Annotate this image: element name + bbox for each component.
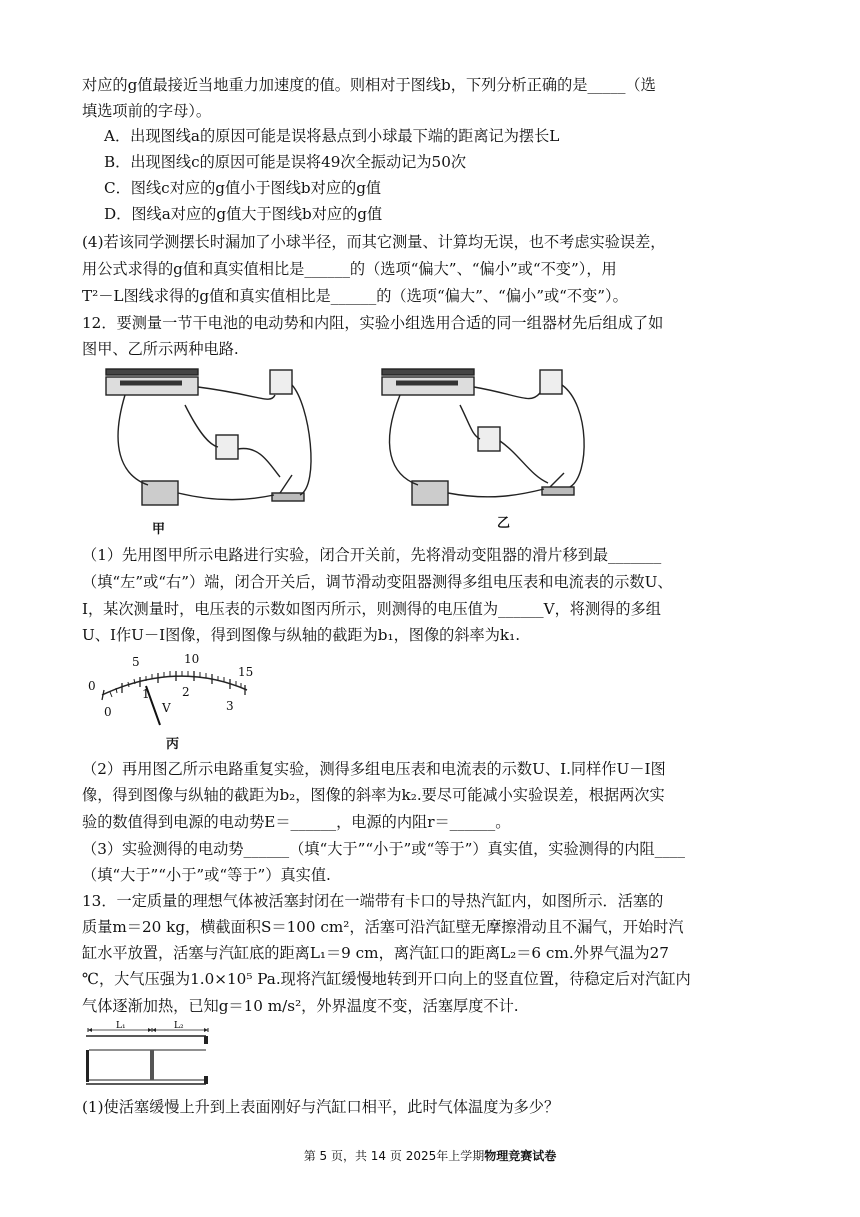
text-line: 缸水平放置，活塞与汽缸底的距离L₁＝9 cm，离汽缸口的距离L₂＝6 cm.外界气温为27 xyxy=(82,944,669,962)
upper-tick-5: 5 xyxy=(132,655,140,669)
page-footer xyxy=(0,1147,860,1164)
text-line: 用公式求得的g值和真实值相比是______的（选项“偏大”、“偏小”或“不变”），用 xyxy=(82,260,617,278)
figure-caption-yi: 乙 xyxy=(497,516,511,531)
lower-tick-3: 3 xyxy=(226,699,234,713)
text-line: 对应的g值最接近当地重力加速度的值。则相对于图线b，下列分析正确的是_____（选 xyxy=(82,76,656,94)
text-line: 气体逐渐加热，已知g＝10 m/s²，外界温度不变，活塞厚度不计. xyxy=(82,997,519,1015)
question-12: 12．要测量一节干电池的电动势和内阻，实验小组选用合适的同一组器材先后组成了如 xyxy=(82,314,664,332)
label-L1: L₁ xyxy=(116,1021,126,1031)
figure-caption-jia: 甲 xyxy=(152,522,166,537)
text-line: （填“左”或“右”）端，闭合开关后，调节滑动变阻器测得多组电压表和电流表的示数U、 xyxy=(82,573,673,591)
text-line: ℃，大气压强为1.0×10⁵ Pa.现将汽缸缓慢地转到开口向上的竖直位置，待稳定后对汽缸内 xyxy=(82,970,691,988)
text-line: I，某次测量时，电压表的示数如图丙所示，则测得的电压值为______V，将测得的多组 xyxy=(82,600,661,618)
option-d: D．图线a对应的g值大于图线b对应的g值 xyxy=(104,205,383,223)
lower-tick-1: 1 xyxy=(142,687,150,701)
text-line: 图甲、乙所示两种电路. xyxy=(82,340,239,358)
text-line: (4)若该同学测摆长时漏加了小球半径，而其它测量、计算均无误，也不考虑实验误差， xyxy=(82,233,666,251)
figure-caption-bing: 丙 xyxy=(166,737,180,752)
option-b: B．出现图线c的原因可能是误将49次全振动记为50次 xyxy=(104,153,467,171)
text-line: （1）先用图甲所示电路进行实验，闭合开关前，先将滑动变阻器的滑片移到最_______ xyxy=(82,546,662,564)
upper-tick-15: 15 xyxy=(238,665,254,679)
text-line: 填选项前的字母）。 xyxy=(82,102,212,120)
question-13: 13．一定质量的理想气体被活塞封闭在一端带有卡口的导热汽缸内，如图所示．活塞的 xyxy=(82,892,664,910)
footer-page: 第 5 页，共 14 页 2025年上学期 xyxy=(303,1149,485,1163)
upper-tick-0: 0 xyxy=(88,679,96,693)
text-line: （2）再用图乙所示电路重复实验，测得多组电压表和电流表的示数U、I.同样作U－I图 xyxy=(82,760,666,778)
lower-tick-2: 2 xyxy=(182,685,190,699)
text-line: 质量m＝20 kg，横截面积S＝100 cm²，活塞可沿汽缸壁无摩擦滑动且不漏气，开始时汽 xyxy=(82,918,684,936)
option-a: A．出现图线a的原因可能是误将悬点到小球最下端的距离记为摆长L xyxy=(104,127,560,145)
meter-unit: V xyxy=(162,701,171,715)
upper-tick-10: 10 xyxy=(184,652,200,666)
text-line: 像，得到图像与纵轴的截距为b₂，图像的斜率为k₂.要尽可能减小实验误差，根据两次实 xyxy=(82,786,665,804)
option-c: C．图线c对应的g值小于图线b对应的g值 xyxy=(104,179,382,197)
label-L2: L₂ xyxy=(174,1021,184,1031)
text-line: (1)使活塞缓慢上升到上表面刚好与汽缸口相平，此时气体温度为多少？ xyxy=(82,1098,560,1116)
cylinder-diagram xyxy=(80,1020,220,1090)
text-line: （3）实验测得的电动势______（填“大于”“小于”或“等于”）真实值，实验测得的内阻____ xyxy=(82,840,685,858)
circuit-figures xyxy=(100,365,620,540)
text-line: 验的数值得到电源的电动势E＝______，电源的内阻r＝______。 xyxy=(82,813,511,831)
lower-tick-0: 0 xyxy=(104,705,112,719)
text-line: （填“大于”“小于”或“等于”）真实值. xyxy=(82,866,331,884)
footer-title: 物理竞赛试卷 xyxy=(484,1149,557,1163)
text-line: U、I作U－I图像，得到图像与纵轴的截距为b₁，图像的斜率为k₁. xyxy=(82,626,521,644)
text-line: T²－L图线求得的g值和真实值相比是______的（选项“偏大”、“偏小”或“不变”）。 xyxy=(82,287,628,305)
voltmeter-scale xyxy=(82,650,262,730)
